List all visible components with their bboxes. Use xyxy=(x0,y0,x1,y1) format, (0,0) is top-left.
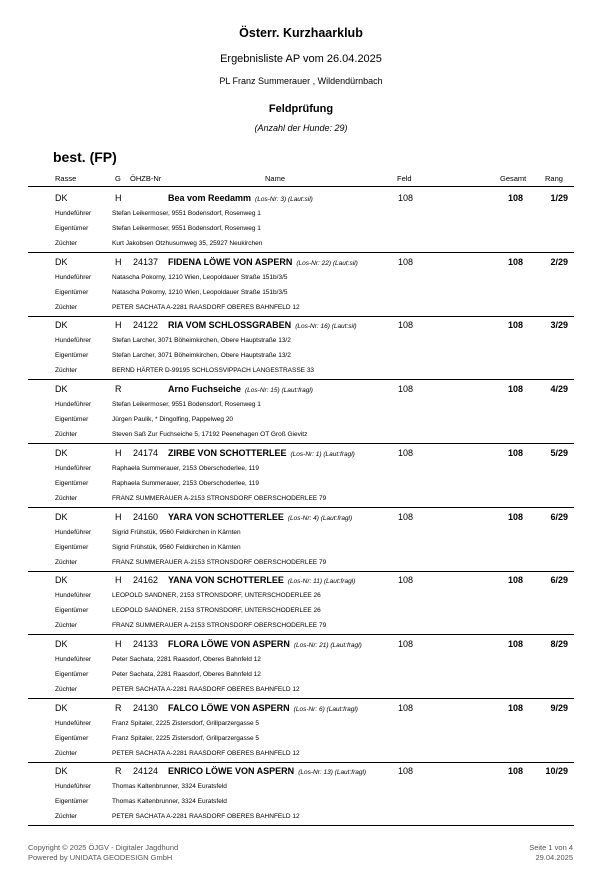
entry-dog-name: RIA VOM SCHLOSSGRABEN xyxy=(168,320,292,331)
entry-dog-name-cell xyxy=(168,382,313,396)
entry-total-score: 108 xyxy=(507,766,523,777)
entry-registry-number: 24174 xyxy=(133,447,159,458)
entry-divider xyxy=(28,316,574,317)
column-header-feld: Feld xyxy=(397,174,412,183)
column-header-rang: Rang xyxy=(545,174,563,183)
column-header-g: G xyxy=(115,174,121,183)
entry-los-laut: (Los-Nr: 15) (Laut:fragl) xyxy=(245,387,313,395)
entry-rasse: DK xyxy=(55,575,68,586)
entry-total-score: 108 xyxy=(507,193,523,203)
label-hundefuehrer: Hundeführer xyxy=(55,592,92,600)
entry-feld-score: 108 xyxy=(398,638,414,649)
label-zuechter: Züchter xyxy=(55,367,78,375)
entry-handler: LEOPOLD SANDNER, 2153 STRONSDORF, UNTERSCHODERLEE 26 xyxy=(112,592,321,600)
label-hundefuehrer: Hundeführer xyxy=(55,528,92,536)
entry-los-laut: (Los-Nr: 6) (Laut:fragl) xyxy=(293,705,358,713)
entry-gender: R xyxy=(115,702,122,713)
result-entry xyxy=(0,637,602,700)
entry-owner: Stefan Larcher, 3071 Böheimkirchen, Obere Hauptstraße 13/2 xyxy=(112,352,291,360)
label-hundefuehrer: Hundeführer xyxy=(55,210,92,217)
entry-dog-name: ZIRBE VON SCHOTTERLEE xyxy=(168,447,287,458)
entry-dog-name: YARA VON SCHOTTERLEE xyxy=(168,511,284,522)
entry-rank: 4/29 xyxy=(550,384,568,395)
entry-total-score: 108 xyxy=(507,575,523,586)
label-eigentuemer: Eigentümer xyxy=(55,352,89,360)
footer-copyright xyxy=(28,843,178,863)
label-zuechter: Züchter xyxy=(55,749,78,757)
entry-divider xyxy=(28,762,574,763)
entry-total-score: 108 xyxy=(507,511,523,522)
entry-feld-score: 108 xyxy=(398,511,414,522)
footer-page-info xyxy=(529,843,573,863)
entry-owner: Stefan Leikermoser, 9551 Bodensdorf, Rosenweg 1 xyxy=(112,225,261,232)
entry-owner: Jürgen Paulik, * Dingolfing, Pappelweg 20 xyxy=(112,416,234,424)
entry-feld-score: 108 xyxy=(398,384,414,395)
dog-count: (Anzahl der Hunde: 29) xyxy=(254,123,348,133)
entry-breeder: PETER SACHATA A-2281 RAASDORF OBERES BAHNFELD 12 xyxy=(112,685,300,693)
entry-owner: Peter Sachata, 2281 Raasdorf, Oberes Bahnfeld 12 xyxy=(112,670,261,678)
entry-feld-score: 108 xyxy=(398,320,414,331)
entry-gender: H xyxy=(115,193,122,203)
entry-gender: H xyxy=(115,320,122,331)
entry-gender: H xyxy=(115,575,122,586)
label-zuechter: Züchter xyxy=(55,494,78,502)
result-entry xyxy=(0,446,602,509)
column-header-rasse: Rasse xyxy=(55,174,77,183)
label-eigentuemer: Eigentümer xyxy=(55,288,89,296)
label-zuechter: Züchter xyxy=(55,303,78,311)
label-zuechter: Züchter xyxy=(55,685,78,693)
entry-owner: Franz Spitaler, 2225 Zistersdorf, Grillparzergasse 5 xyxy=(112,734,260,742)
entry-rasse: DK xyxy=(55,702,68,713)
entry-rank: 6/29 xyxy=(550,511,568,522)
entry-feld-score: 108 xyxy=(398,766,414,777)
entry-rank: 10/29 xyxy=(545,766,568,777)
entry-feld-score: 108 xyxy=(398,702,414,713)
entry-total-score: 108 xyxy=(507,638,523,649)
entry-handler: Natascha Pokorny, 1210 Wien, Leopoldauer Straße 151b/3/5 xyxy=(112,273,288,281)
entry-los-laut: (Los-Nr: 11) (Laut:fragl) xyxy=(287,578,356,586)
entry-handler: Raphaela Summerauer, 2153 Oberschoderlee, 119 xyxy=(112,464,259,472)
section-heading: best. (FP) xyxy=(53,149,117,165)
entry-rank: 6/29 xyxy=(550,575,568,586)
entry-owner: Raphaela Summerauer, 2153 Oberschoderlee, 119 xyxy=(112,479,259,487)
entry-dog-name-cell xyxy=(168,191,313,205)
entry-registry-number: 24130 xyxy=(133,702,159,713)
entry-registry-number: 24137 xyxy=(133,256,159,267)
entry-dog-name-cell xyxy=(168,318,357,332)
result-entry xyxy=(0,191,602,254)
result-entry xyxy=(0,318,602,381)
entry-dog-name-cell xyxy=(168,637,362,651)
entry-dog-name-cell xyxy=(168,510,352,524)
entry-rank: 9/29 xyxy=(550,702,568,713)
entry-dog-name-cell xyxy=(168,764,366,778)
label-hundefuehrer: Hundeführer xyxy=(55,273,92,281)
entry-handler: Stefan Leikermoser, 9551 Bodensdorf, Rosenweg 1 xyxy=(112,401,261,409)
entry-dog-name-cell xyxy=(168,255,358,269)
page-number: Seite 1 von 4 xyxy=(529,843,573,852)
label-eigentuemer: Eigentümer xyxy=(55,798,89,806)
entry-owner: Thomas Kaltenbrunner, 3324 Euratsfeld xyxy=(112,798,227,806)
entry-los-laut: (Los-Nr: 22) (Laut:sil) xyxy=(296,259,358,267)
column-header-gesamt: Gesamt xyxy=(500,174,527,183)
entry-breeder: PETER SACHATA A-2281 RAASDORF OBERES BAHNFELD 12 xyxy=(112,303,300,311)
label-hundefuehrer: Hundeführer xyxy=(55,719,92,727)
entry-dog-name: Arno Fuchseiche xyxy=(168,384,242,395)
label-hundefuehrer: Hundeführer xyxy=(55,401,92,409)
entry-feld-score: 108 xyxy=(398,256,414,267)
entry-gender: H xyxy=(115,638,122,649)
entry-gender: H xyxy=(115,256,122,267)
entry-los-laut: (Los-Nr: 16) (Laut:sil) xyxy=(295,323,357,331)
column-header-name: Name xyxy=(265,174,286,183)
label-zuechter: Züchter xyxy=(55,240,78,247)
label-zuechter: Züchter xyxy=(55,431,78,439)
entry-rank: 5/29 xyxy=(550,447,568,458)
entry-rank: 1/29 xyxy=(550,193,568,203)
entry-rasse: DK xyxy=(55,766,68,777)
entry-gender: R xyxy=(115,766,122,777)
entry-rasse: DK xyxy=(55,447,68,458)
entry-breeder: PETER SACHATA A-2281 RAASDORF OBERES BAHNFELD 12 xyxy=(112,813,300,821)
entry-total-score: 108 xyxy=(507,702,523,713)
entry-gender: H xyxy=(115,511,122,522)
label-zuechter: Züchter xyxy=(55,813,78,821)
entry-breeder: FRANZ SUMMERAUER A-2153 STRONSDORF OBERSCHODERLEE 79 xyxy=(112,622,327,630)
entry-total-score: 108 xyxy=(507,256,523,267)
entry-total-score: 108 xyxy=(507,384,523,395)
result-entry xyxy=(0,764,602,827)
entry-rasse: DK xyxy=(55,384,68,395)
result-entry xyxy=(0,255,602,318)
entry-dog-name: FLORA LÖWE VON ASPERN xyxy=(168,638,290,649)
entry-rasse: DK xyxy=(55,320,68,331)
entry-dog-name: Bea vom Reedamm xyxy=(168,193,252,203)
entry-rasse: DK xyxy=(55,638,68,649)
entry-divider xyxy=(28,634,574,635)
entry-divider xyxy=(28,443,574,444)
location-line: PL Franz Summerauer , Wildendürnbach xyxy=(219,76,383,86)
entry-los-laut: (Los-Nr: 3) (Laut:sil) xyxy=(255,196,313,203)
entry-total-score: 108 xyxy=(507,447,523,458)
entry-los-laut: (Los-Nr: 1) (Laut:fragl) xyxy=(290,450,355,458)
entry-rasse: DK xyxy=(55,256,68,267)
entry-divider xyxy=(28,571,574,572)
entry-feld-score: 108 xyxy=(398,447,414,458)
result-entry xyxy=(0,701,602,764)
label-eigentuemer: Eigentümer xyxy=(55,607,89,615)
entry-gender: R xyxy=(115,384,122,395)
label-eigentuemer: Eigentümer xyxy=(55,670,89,678)
label-eigentuemer: Eigentümer xyxy=(55,543,89,551)
entry-handler: Peter Sachata, 2281 Raasdorf, Oberes Bahnfeld 12 xyxy=(112,655,261,663)
powered-by-text: Powered by UNIDATA GEODESIGN GmbH xyxy=(28,853,173,862)
entry-divider xyxy=(28,698,574,699)
label-hundefuehrer: Hundeführer xyxy=(55,337,92,345)
entry-feld-score: 108 xyxy=(398,575,414,586)
entry-breeder: PETER SACHATA A-2281 RAASDORF OBERES BAHNFELD 12 xyxy=(112,749,300,757)
entry-registry-number: 24162 xyxy=(133,575,159,586)
entry-owner: Sigrid Frühstük, 9560 Feldkirchen in Kärnten xyxy=(112,543,241,551)
print-date: 29.04.2025 xyxy=(535,853,573,862)
entry-breeder: FRANZ SUMMERAUER A-2153 STRONSDORF OBERSCHODERLEE 79 xyxy=(112,494,327,502)
entry-dog-name: ENRICO LÖWE VON ASPERN xyxy=(168,766,295,777)
entry-dog-name-cell xyxy=(168,573,355,587)
entry-registry-number: 24133 xyxy=(133,638,159,649)
entry-divider xyxy=(28,507,574,508)
entry-rasse: DK xyxy=(55,193,68,203)
entry-breeder: Steven Saß Zur Fuchseiche 5, 17192 Peenehagen OT Groß Gievitz xyxy=(112,431,308,439)
entry-feld-score: 108 xyxy=(398,193,414,203)
copyright-text: Copyright © 2025 ÖJGV - Digitaler Jagdhund xyxy=(28,843,179,852)
entry-breeder: BERND HÄRTER D-99195 SCHLOSSVIPPACH LANGESTRASSE 33 xyxy=(112,367,315,375)
entry-los-laut: (Los-Nr: 13) (Laut:fragl) xyxy=(298,769,367,777)
entry-divider xyxy=(28,825,574,826)
label-eigentuemer: Eigentümer xyxy=(55,734,89,742)
result-list-subtitle: Ergebnisliste AP vom 26.04.2025 xyxy=(220,53,382,65)
label-eigentuemer: Eigentümer xyxy=(55,479,89,487)
entry-breeder: Kurt Jakobsen Otzhusumweg 35, 25927 Neukirchen xyxy=(112,240,263,247)
entry-rank: 8/29 xyxy=(550,638,568,649)
page-title: Österr. Kurzhaarklub xyxy=(239,26,363,40)
entry-dog-name: FIDENA LÖWE VON ASPERN xyxy=(168,256,293,267)
entry-rasse: DK xyxy=(55,511,68,522)
label-zuechter: Züchter xyxy=(55,558,78,566)
label-hundefuehrer: Hundeführer xyxy=(55,655,92,663)
label-hundefuehrer: Hundeführer xyxy=(55,783,92,791)
label-eigentuemer: Eigentümer xyxy=(55,225,89,232)
result-entry xyxy=(0,510,602,573)
result-entry xyxy=(0,382,602,445)
result-entry xyxy=(0,573,602,636)
entry-divider xyxy=(28,379,574,380)
entry-owner: LEOPOLD SANDNER, 2153 STRONSDORF, UNTERSCHODERLEE 26 xyxy=(112,607,321,615)
entry-handler: Stefan Larcher, 3071 Böheimkirchen, Obere Hauptstraße 13/2 xyxy=(112,337,291,345)
entry-breeder: FRANZ SUMMERAUER A-2153 STRONSDORF OBERSCHODERLEE 79 xyxy=(112,558,327,566)
column-header-nr: ÖHZB-Nr xyxy=(130,174,162,183)
label-zuechter: Züchter xyxy=(55,622,78,630)
entry-total-score: 108 xyxy=(507,320,523,331)
header-divider xyxy=(28,186,574,187)
entry-divider xyxy=(28,252,574,253)
label-hundefuehrer: Hundeführer xyxy=(55,464,92,472)
entry-registry-number: 24122 xyxy=(133,320,159,331)
entry-handler: Thomas Kaltenbrunner, 3324 Euratsfeld xyxy=(112,783,227,791)
entry-gender: H xyxy=(115,447,122,458)
entry-dog-name: FALCO LÖWE VON ASPERN xyxy=(168,702,290,713)
exam-type-heading: Feldprüfung xyxy=(268,103,334,115)
entry-dog-name-cell xyxy=(168,446,355,460)
label-eigentuemer: Eigentümer xyxy=(55,416,89,424)
entry-handler: Franz Spitaler, 2225 Zistersdorf, Grillparzergasse 5 xyxy=(112,719,260,727)
entry-handler: Sigrid Frühstük, 9560 Feldkirchen in Kärnten xyxy=(112,528,241,536)
entry-dog-name: YANA VON SCHOTTERLEE xyxy=(168,575,284,586)
entry-dog-name-cell xyxy=(168,701,358,715)
entry-registry-number: 24160 xyxy=(133,511,159,522)
entry-rank: 2/29 xyxy=(550,256,568,267)
entry-los-laut: (Los-Nr: 21) (Laut:fragl) xyxy=(293,641,362,649)
entry-handler: Stefan Leikermoser, 9551 Bodensdorf, Rosenweg 1 xyxy=(112,210,261,217)
entry-los-laut: (Los-Nr: 4) (Laut:fragl) xyxy=(287,514,353,522)
entry-owner: Natascha Pokorny, 1210 Wien, Leopoldauer Straße 151b/3/5 xyxy=(112,288,288,296)
entry-registry-number: 24124 xyxy=(133,766,159,777)
entry-rank: 3/29 xyxy=(550,320,568,331)
